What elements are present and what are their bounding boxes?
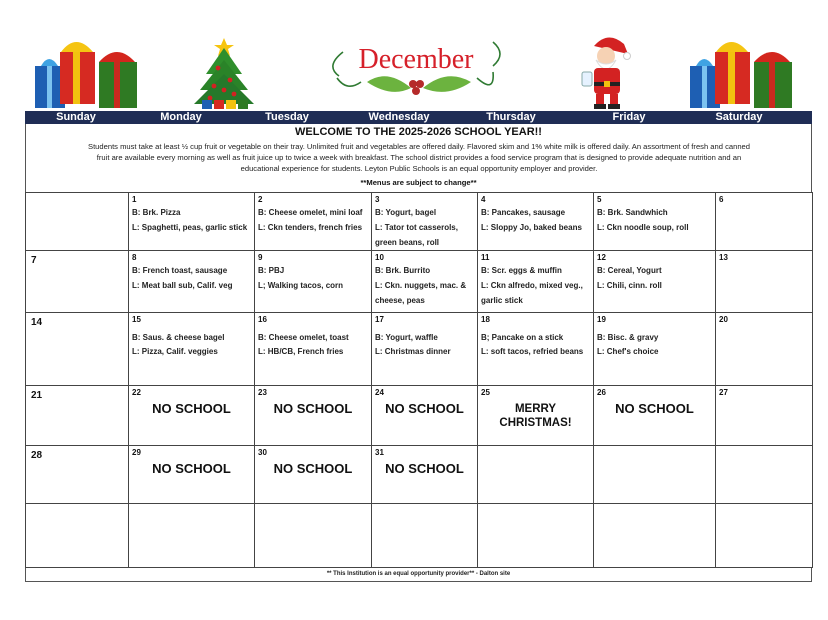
day-number: 10: [375, 253, 384, 262]
day-cell: [128, 312, 255, 386]
day-cell: [477, 445, 594, 504]
day-number: 22: [132, 388, 141, 397]
breakfast-item: B: Cereal, Yogurt: [597, 266, 662, 275]
welcome-heading: WELCOME TO THE 2025-2026 SCHOOL YEAR!!: [295, 126, 542, 138]
day-cell: [254, 445, 372, 504]
footer-note: ** This Institution is an equal opportunity provider** - Dalton site: [326, 571, 511, 577]
no-school-label: NO SCHOOL: [152, 401, 231, 416]
day-number: 26: [597, 388, 606, 397]
day-cell: [25, 445, 129, 504]
day-number: 6: [719, 195, 724, 204]
day-number: 18: [481, 315, 490, 324]
day-number: 12: [597, 253, 606, 262]
day-cell: [593, 192, 716, 251]
day-cell: [371, 312, 478, 386]
day-cell: [593, 312, 716, 386]
no-school-label: NO SCHOOL: [615, 401, 694, 416]
breakfast-item: B: Yogurt, bagel: [375, 208, 437, 217]
day-number: 14: [31, 317, 43, 328]
nutrition-notice: [4, 141, 828, 174]
day-cell: [25, 503, 129, 568]
day-cell: [715, 250, 813, 313]
lunch-item: L: Ckn tenders, french fries: [258, 223, 363, 232]
day-header-thursday: Thursday: [486, 111, 536, 123]
day-header-monday: Monday: [160, 111, 202, 123]
day-number: 2: [258, 195, 263, 204]
day-cell: [371, 445, 478, 504]
breakfast-item: B: Brk. Sandwhich: [597, 208, 668, 217]
day-number: 16: [258, 315, 267, 324]
day-number: 20: [719, 315, 728, 324]
day-header-friday: Friday: [612, 111, 646, 123]
day-cell: [715, 385, 813, 446]
day-number: 13: [719, 253, 728, 262]
day-cell: [477, 192, 594, 251]
lunch-item: L; Walking tacos, corn: [258, 281, 344, 290]
day-number: 19: [597, 315, 606, 324]
day-number: 3: [375, 195, 380, 204]
day-number: 31: [375, 448, 384, 457]
lunch-item: L: soft tacos, refried beans: [481, 347, 584, 356]
breakfast-item: B: Bisc. & gravy: [597, 333, 659, 342]
breakfast-item: B: French toast, sausage: [132, 266, 228, 275]
day-cell: [371, 385, 478, 446]
no-school-label: NO SCHOOL: [273, 461, 353, 476]
day-header-sunday: Sunday: [56, 111, 96, 123]
day-number: 1: [132, 195, 137, 204]
breakfast-item: B: Yogurt, waffle: [375, 333, 438, 342]
day-number: 29: [132, 448, 141, 457]
lunch-item: L: Sloppy Jo, baked beans: [481, 223, 582, 232]
gifts-left-illustration: [33, 36, 141, 110]
day-cell: [25, 192, 129, 251]
santa-illustration: [576, 32, 632, 110]
breakfast-item: B; Pancake on a stick: [481, 333, 564, 342]
notice-line: educational experience for students. Leyton Public Schools is an equal opportunity employer and provider.: [240, 164, 598, 173]
day-cell: [254, 503, 372, 568]
breakfast-item: B: Brk. Burrito: [375, 266, 431, 275]
lunch-item: L: Tator tot casserols, green beans, roll: [375, 223, 458, 247]
day-number: 5: [597, 195, 602, 204]
day-cell: [128, 192, 255, 251]
day-cell: [477, 312, 594, 386]
day-cell: [593, 445, 716, 504]
breakfast-item: B: PBJ: [258, 266, 285, 275]
day-header-bar: [25, 111, 812, 124]
day-number: 27: [719, 388, 728, 397]
breakfast-item: B: Brk. Pizza: [132, 208, 181, 217]
day-cell: [25, 385, 129, 446]
menus-subject-to-change: **Menus are subject to change**: [360, 178, 477, 187]
day-cell: [254, 312, 372, 386]
day-cell: [128, 445, 255, 504]
lunch-item: L: Pizza, Calif. veggies: [132, 347, 218, 356]
day-cell: [254, 385, 372, 446]
day-cell: [477, 385, 594, 446]
day-cell: [371, 192, 478, 251]
gifts-right-illustration: [688, 36, 796, 110]
breakfast-item: B: Pancakes, sausage: [481, 208, 566, 217]
day-number: 21: [31, 390, 43, 401]
day-number: 17: [375, 315, 384, 324]
breakfast-item: B: Cheese omelet, mini loaf: [258, 208, 363, 217]
day-number: 30: [258, 448, 267, 457]
day-cell: [593, 385, 716, 446]
day-number: 15: [132, 315, 141, 324]
day-cell: [25, 250, 129, 313]
lunch-item: L: Ckn. nuggets, mac. & cheese, peas: [375, 281, 467, 305]
day-number: 23: [258, 388, 267, 397]
day-cell: [593, 503, 716, 568]
lunch-item: L: Ckn alfredo, mixed veg., garlic stick: [481, 281, 583, 305]
day-cell: [715, 503, 813, 568]
day-cell: [25, 312, 129, 386]
day-number: 4: [481, 195, 486, 204]
december-title-banner: [327, 38, 505, 104]
day-cell: [715, 312, 813, 386]
lunch-item: L: Chili, cinn. roll: [597, 281, 662, 290]
holiday-label: MERRY CHRISTMAS!: [499, 403, 572, 429]
day-cell: [128, 250, 255, 313]
notice-line: fruit are available every morning as well as fruit juice up to twice a week with breakfast. The school district provides a food service program that is designed to provide adequate nutrition and an: [96, 153, 742, 162]
day-header-tuesday: Tuesday: [265, 111, 309, 123]
day-cell: [128, 385, 255, 446]
no-school-label: NO SCHOOL: [273, 401, 353, 416]
month-title: December: [358, 44, 474, 75]
notice-line: Students must take at least ½ cup fruit or vegetable on their tray. Unlimited fruit and vegetables are offered daily. Flavored skim and 1% white milk is offered daily. An assortment of fresh and canned: [88, 142, 750, 151]
day-number: 28: [31, 450, 43, 461]
day-cell: [477, 503, 594, 568]
day-cell: [254, 192, 372, 251]
day-header-saturday: Saturday: [715, 111, 763, 123]
day-number: 9: [258, 253, 263, 262]
day-number: 11: [481, 253, 490, 262]
day-cell: [128, 503, 255, 568]
lunch-item: L: Chef's choice: [597, 347, 659, 356]
day-cell: [715, 192, 813, 251]
no-school-label: NO SCHOOL: [152, 461, 231, 476]
day-cell: [371, 503, 478, 568]
day-number: 8: [132, 253, 137, 262]
breakfast-item: B: Scr. eggs & muffin: [481, 266, 562, 275]
no-school-label: NO SCHOOL: [385, 461, 464, 476]
breakfast-item: B: Saus. & cheese bagel: [132, 333, 225, 342]
lunch-item: L: Ckn noodle soup, roll: [597, 223, 689, 232]
no-school-label: NO SCHOOL: [385, 401, 464, 416]
day-number: 25: [481, 388, 490, 397]
lunch-item: L: Christmas dinner: [375, 347, 451, 356]
day-cell: [593, 250, 716, 313]
day-header-wednesday: Wednesday: [368, 111, 430, 123]
day-cell: [477, 250, 594, 313]
christmas-tree-illustration: [190, 36, 258, 110]
day-number: 7: [31, 255, 37, 266]
breakfast-item: B: Cheese omelet, toast: [258, 333, 349, 342]
day-number: 24: [375, 388, 384, 397]
day-cell: [254, 250, 372, 313]
lunch-item: L: Meat ball sub, Calif. veg: [132, 281, 233, 290]
day-cell: [371, 250, 478, 313]
day-cell: [715, 445, 813, 504]
lunch-item: L: HB/CB, French fries: [258, 347, 344, 356]
lunch-item: L: Spaghetti, peas, garlic stick: [132, 223, 248, 232]
